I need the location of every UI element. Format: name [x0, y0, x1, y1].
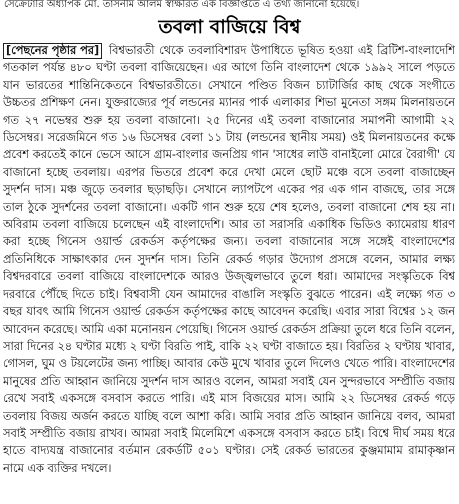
article-body [3, 42, 455, 502]
previous-article-fragment: সেক্রেটারি অধ্যাপক মো. তাসনীম আলম স্বাক্ষরিত এক বিজ্ঞপ্তিতে এ তথ্য জানানো হয়েছে। [4, 0, 360, 10]
continued-from-label: [পেছনের পৃষ্ঠার পর] [3, 43, 102, 59]
article-headline: তবলা বাজিয়ে বিশ্ব [158, 16, 301, 38]
article-body-text: বিশ্বভারতী থেকে তবলাবিশারদ উপাধিতে ভূষিত হওয়া এই ব্রিটিশ-বাংলাদেশি গতকাল পর্যন্ত ৪৮০ ঘণ্টা তবলা বাজিয়েছেন। এর আগে তিনি বাংলাদেশ থেকে ১৯৯২ সালে পড়তে যান ভারতের শান্তিনিকেতনে বিশ্বভারতীতে। সেখানে পণ্ডিত বিজন চ্যাটার্জির কাছ থেকে সংগীতে উচ্চতর প্রশিক্ষণ নেন। যুক্তরাজ্যের পূর্ব লন্ডনের ম্যানর পার্ক এলাকার শিভা মুনেতা সঙ্গম মিলনায়তনে গত ২৭ নভেম্বর শুরু হয় তবলা বাজানো। ২৫ দিনের এই তবলা বাজানোর সমাপনী আগামী ২২ ডিসেম্বর। সরেজমিনে গত ১৬ ডিসেম্বর বেলা ১১ টায় (লন্ডনের স্থানীয় সময়) ওই মিলনায়তনের কক্ষে প্রবেশ করতেই কানে ভেসে আসে গ্রাম-বাংলার জনপ্রিয় গান 'সাধের লাউ বানাইলো মোরে বৈরাগী' যে বাজানো হচ্ছে তবলায়। এরপর ভিতরে প্রবেশ করে দেখা মেলে ছোট মঞ্চে বসে তবলা বাজাচ্ছেন সুদর্শন দাস। মঞ্চ জুড়ে তবলার ছড়াছড়ি। সেখানে ল্যাপটপে একের পর এক গান বাজছে, তার সঙ্গে তাল ঠুকে সুদর্শনের তবলা বাজানো। একটি গান শুরু হয়ে শেষ হলেও, তবলা বাজানো শেষ হয় না। অবিরাম তবলা বাজিয়ে চলেছেন এই বাংলাদেশি। আর তা সরাসরি একাধিক ভিডিও ক্যামেরায় ধারণ করা হচ্ছে গিনেস ওয়ার্ল্ড রেকর্ডস কর্তৃপক্ষের জন্য। তবলা বাজানোর সঙ্গে সঙ্গেই বাংলাদেশের প্রতিনিধিকে সাক্ষাৎকার দেন সুদর্শন দাস। তিনি রেকর্ড গড়ার উদ্যোগ প্রসঙ্গে বলেন, আমার লক্ষ্য বিশ্বদরবারে তবলা বাজিয়ে বাংলাদেশকে আরও উজ্জ্বলভাবে তুলে ধরা। আমাদের সংস্কৃতিকে বিশ্ব দরবারে পৌঁছে দিতে চাই। বিশ্ববাসী যেন আমাদের বাঙালি সংস্কৃতি বুঝতে পারেন। এই লক্ষ্যে গত ৩ বছর যাবৎ আমি গিনেস ওয়ার্ল্ড রেকর্ডস কর্তৃপক্ষের কাছে আবেদন করেছি। এবার সারা বিশ্বের ১২ জন আবেদন করেছে। আমি একা মনোনয়ন পেয়েছি। গিনেস ওয়ার্ল্ড রেকর্ডস প্রক্রিয়া তুলে ধরে তিনি বলেন, সারা দিনের ২৪ ঘণ্টার মধ্যে ২ ঘণ্টা বিরতি পাই, বাকি ২২ ঘণ্টা বাজাতে হয়। বিরতির ২ ঘণ্টায় খাবার, গোসল, ঘুম ও টয়লেটের জন্য পাচ্ছি। আবার কেউ মুখে খাবার তুলে দিলেও খেতে পারি। বাংলাদেশের মানুষের প্রতি আহ্বান জানিয়ে সুদর্শন দাস আরও বলেন, আমরা সবাই যেন সুন্দরভাবে সম্প্রীতি বজায় রেখে সবাই একসঙ্গে বসবাস করতে পারি। এই মাস বিজয়ের মাস। আমি ২২ ডিসেম্বর রেকর্ড গড়ে তবলায় বিজয় অর্জন করতে যাচ্ছি বলে আশা করি। আমি সবার প্রতি আহ্বান জানিয়ে বলব, আমরা সবাই সম্প্রীতি বজায় রাখব। আমরা সবাই মিলেমিশে একসঙ্গে বসবাস করতে চাই। বিশ্বে দীর্ঘ সময় ধরে হাতে বাদ্যযন্ত্র বাজানোর বর্তমান রেকর্ডটি ৫০১ ঘণ্টার। সেই রেকর্ড ভারতের কুঞ্জমামাম রামাকৃষ্ণান নামে এক ব্যক্তির দখলে। [3, 44, 455, 475]
